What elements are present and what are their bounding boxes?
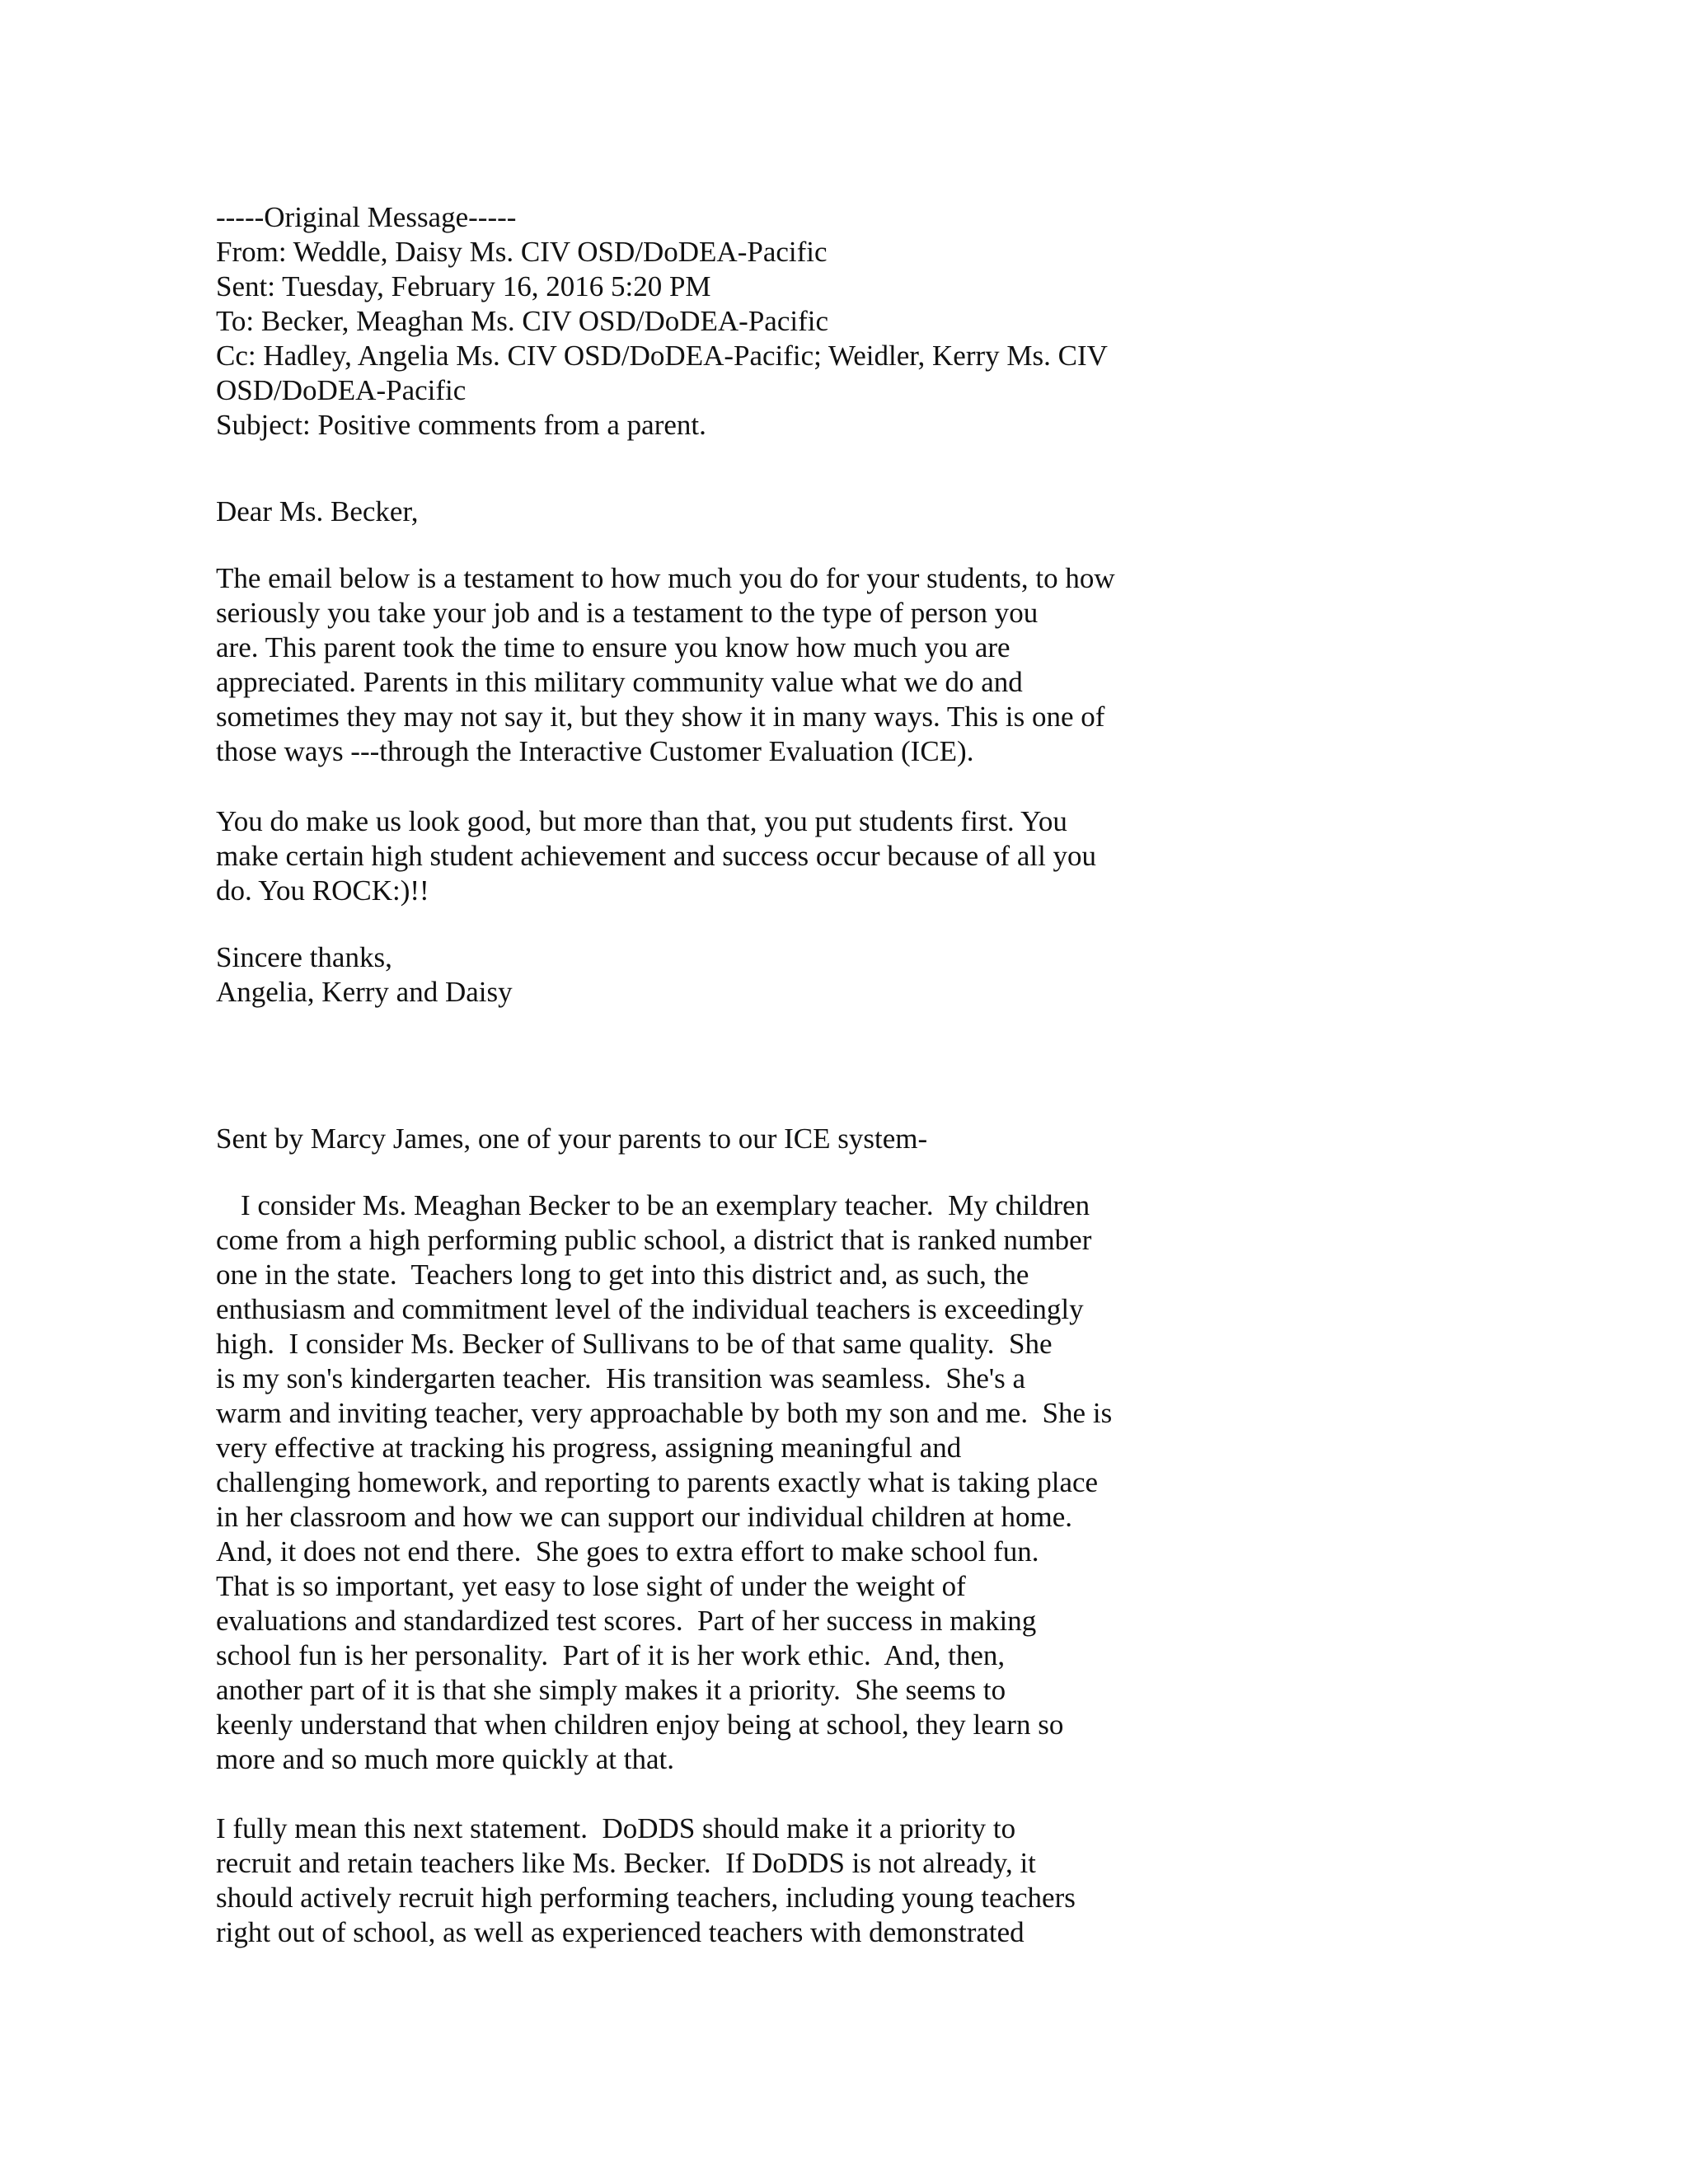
text-line: I consider Ms. Meaghan Becker to be an exemplary teacher. My children <box>241 1189 1090 1221</box>
subject-line: Subject: Positive comments from a parent. <box>216 409 706 441</box>
paragraph-testament <box>216 561 1452 769</box>
original-message-separator: -----Original Message----- <box>216 201 517 233</box>
text-line: more and so much more quickly at that. <box>216 1743 674 1775</box>
greeting <box>216 494 1452 529</box>
text-line: make certain high student achievement and success occur because of all you <box>216 840 1097 872</box>
sent-line: Sent: Tuesday, February 16, 2016 5:20 PM <box>216 270 711 302</box>
text-line: challenging homework, and reporting to parents exactly what is taking place <box>216 1466 1099 1498</box>
text-line: seriously you take your job and is a testament to the type of person you <box>216 597 1039 629</box>
text-line: recruit and retain teachers like Ms. Becker. If DoDDS is not already, it <box>216 1847 1036 1879</box>
text-line: right out of school, as well as experienced teachers with demonstrated <box>216 1916 1025 1948</box>
text-line: keenly understand that when children enjoy being at school, they learn so <box>216 1708 1064 1741</box>
text-line: those ways ---through the Interactive Customer Evaluation (ICE). <box>216 735 974 767</box>
from-line: From: Weddle, Daisy Ms. CIV OSD/DoDEA-Pacific <box>216 236 828 268</box>
cc-line: Cc: Hadley, Angelia Ms. CIV OSD/DoDEA-Pacific; Weidler, Kerry Ms. CIV <box>216 340 1108 372</box>
text-line: should actively recruit high performing teachers, including young teachers <box>216 1882 1076 1914</box>
signature-names: Angelia, Kerry and Daisy <box>216 976 513 1008</box>
text-line: high. I consider Ms. Becker of Sullivans to be of that same quality. She <box>216 1328 1053 1360</box>
text-line: very effective at tracking his progress, assigning meaningful and <box>216 1432 962 1464</box>
text-line: That is so important, yet easy to lose sight of under the weight of <box>216 1570 966 1602</box>
text-line: come from a high performing public school, a district that is ranked number <box>216 1224 1092 1256</box>
sent-by <box>216 1122 1452 1156</box>
text-line: school fun is her personality. Part of it is her work ethic. And, then, <box>216 1639 1006 1671</box>
cc-line-continued: OSD/DoDEA-Pacific <box>216 374 467 406</box>
paragraph-praise <box>216 804 1452 908</box>
text-line: warm and inviting teacher, very approachable by both my son and me. She is <box>216 1397 1113 1429</box>
sent-by-line: Sent by Marcy James, one of your parents to our ICE system- <box>216 1122 928 1155</box>
text-line: appreciated. Parents in this military community value what we do and <box>216 666 1023 698</box>
parent-comment <box>216 1188 1452 1777</box>
to-line: To: Becker, Meaghan Ms. CIV OSD/DoDEA-Pacific <box>216 305 828 337</box>
text-line: are. This parent took the time to ensure you know how much you are <box>216 631 1010 663</box>
text-line: another part of it is that she simply makes it a priority. She seems to <box>216 1674 1006 1706</box>
text-line: The email below is a testament to how much you do for your students, to how <box>216 562 1115 594</box>
closing-line: Sincere thanks, <box>216 941 392 973</box>
text-line: And, it does not end there. She goes to extra effort to make school fun. <box>216 1535 1039 1568</box>
email-header <box>216 200 1452 443</box>
text-line: is my son's kindergarten teacher. His transition was seamless. She's a <box>216 1362 1026 1394</box>
final-paragraph <box>216 1811 1452 1950</box>
closing <box>216 940 1452 1010</box>
greeting-line: Dear Ms. Becker, <box>216 495 419 527</box>
text-line: I fully mean this next statement. DoDDS should make it a priority to <box>216 1812 1016 1844</box>
text-line: do. You ROCK:)!! <box>216 874 429 907</box>
text-line: evaluations and standardized test scores. Part of her success in making <box>216 1605 1037 1637</box>
text-line: You do make us look good, but more than that, you put students first. You <box>216 805 1067 837</box>
text-line: enthusiasm and commitment level of the individual teachers is exceedingly <box>216 1293 1084 1325</box>
text-line: one in the state. Teachers long to get into this district and, as such, the <box>216 1258 1029 1291</box>
text-line: sometimes they may not say it, but they show it in many ways. This is one of <box>216 701 1105 733</box>
text-line: in her classroom and how we can support our individual children at home. <box>216 1501 1073 1533</box>
